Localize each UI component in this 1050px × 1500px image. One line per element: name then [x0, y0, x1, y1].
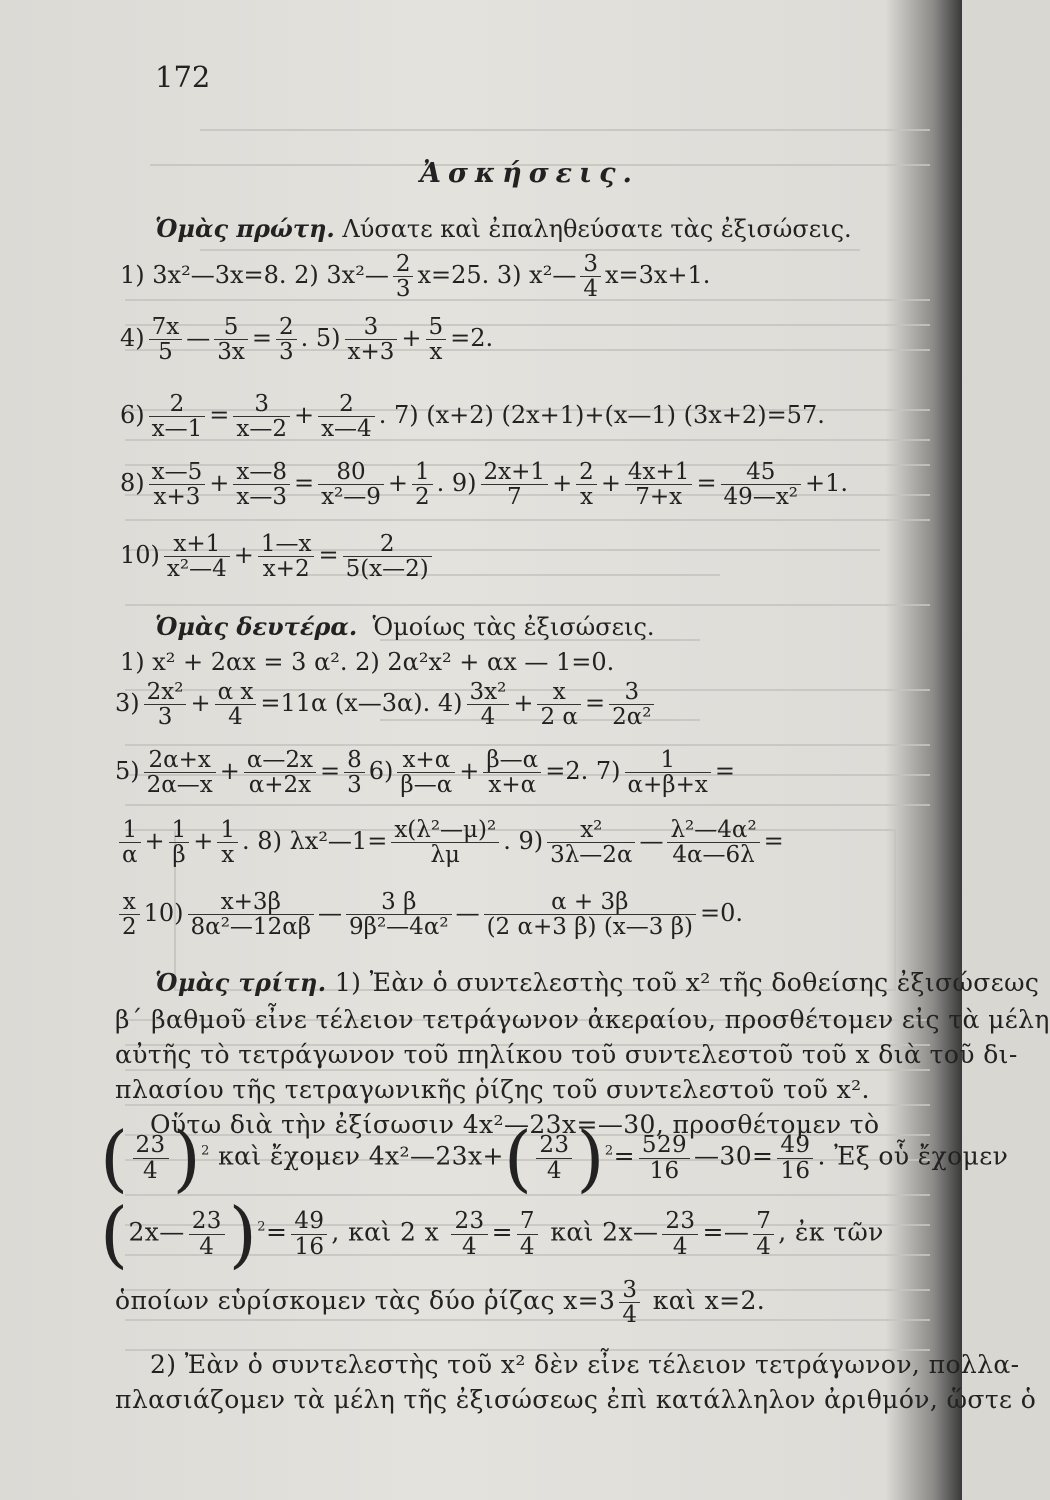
- page-number: 172: [155, 60, 211, 94]
- group3-heading: Ὁμὰς τρίτη.: [155, 968, 327, 997]
- fraction: $\frac{x}{2}$: [119, 890, 140, 939]
- group2-instruction: Ὁμοίως τὰς ἐξισώσεις.: [372, 613, 655, 641]
- example-row-3: ὁποίων εὑρίσκομεν τὰς δύο ῥίζας x=3 $\frac{3}{4}$ καὶ x=2.: [115, 1277, 766, 1329]
- fraction: $\frac{3}{x+3}$: [345, 315, 398, 364]
- fraction: $\frac{2}{3}$: [393, 252, 414, 301]
- fraction: $\frac{8}{3}$: [344, 748, 365, 797]
- fraction: $\frac{529}{16}$: [639, 1133, 690, 1182]
- fraction: $\frac{\text{α x}}{4}$: [215, 680, 257, 729]
- fraction: $\frac{5}{x}$: [426, 315, 447, 364]
- group3-line-1: Ὁμὰς τρίτη. 1) Ἐὰν ὁ συντελεστὴς τοῦ x² τῆς δοθείσης ἐξισώσεως: [155, 968, 1040, 997]
- fraction: $\frac{x+\alpha}{\beta—\alpha}$: [397, 748, 455, 797]
- fraction: $\frac{23}{4}$: [662, 1209, 698, 1258]
- exercise-row-4: 8) $\frac{x—5}{x+3}$ + $\frac{x—8}{x—3}$ = $\frac{80}{\text{x²—9}}$ + $\frac{1}{2}$ . 9) $\frac{2x+1}{7}$ + $\frac{2}{x}$ + $\frac{4x+1}{7+x}$ = $\frac{45}{\text{49—x²}}$ +1.: [120, 459, 849, 511]
- group2-heading: Ὁμὰς δευτέρα.: [155, 612, 358, 641]
- group3-para2-line-1: 2) Ἐὰν ὁ συντελεστὴς τοῦ x² δὲν εἶνε τέλειον τετράγωνον, πολλα-: [150, 1350, 1020, 1379]
- exercise-row-3: 6) $\frac{2}{x—1}$ = $\frac{3}{x—2}$ + $\frac{2}{x—4}$ . 7) (x+2) (2x+1)+(x—1) (3x+2)=57.: [120, 391, 825, 443]
- fraction: $\frac{7}{4}$: [517, 1209, 538, 1258]
- example-intro: Οὕτω διὰ τὴν ἐξίσωσιν 4x²—23x=—30, προσθέτομεν τὸ: [150, 1110, 880, 1139]
- group1-heading: Ὁμὰς πρώτη.: [155, 214, 335, 243]
- fraction: $\frac{\alpha—2x}{\alpha+2x}$: [244, 748, 316, 797]
- group1-instruction: Λύσατε καὶ ἐπαληθεύσατε τὰς ἐξισώσεις.: [342, 215, 852, 243]
- fraction: $\frac{2}{5(x—2)}$: [343, 532, 432, 581]
- fraction: $\frac{2}{x—4}$: [318, 392, 375, 441]
- fraction: $\frac{3}{\text{2α²}}$: [609, 680, 654, 729]
- example-row-2: (2x— $\frac{23}{4}$ )$^2$= $\frac{49}{16}$ , καὶ 2 x $\frac{23}{4}$ = $\frac{7}{4}$ καὶ 2x— $\frac{23}{4}$ =— $\frac{7}{4}$ , ἐκ τῶν: [100, 1192, 884, 1276]
- fraction: $\frac{2}{3}$: [276, 315, 297, 364]
- exercise-row-1: 1) 3x²—3x=8. 2) 3x²— $\frac{2}{3}$ x=25. 3) x²— $\frac{3}{4}$ x=3x+1.: [120, 251, 711, 303]
- exercise2-row-4: $\frac{1}{\alpha}$ + $\frac{1}{\beta}$ + $\frac{1}{x}$ . 8) λx²—1= $\frac{\text{x(λ²—μ)²}}{\lambda\mu}$ . 9) $\frac{\text{x²}}{3\lambda—2\alpha}$ — $\frac{\text{λ²—4α²}}{4\alpha—6\lambda}$ =: [115, 818, 784, 867]
- fraction: $\frac{1}{x}$: [217, 818, 238, 867]
- exercise-row-2: 4) $\frac{7x}{5}$ — $\frac{5}{3x}$ = $\frac{2}{3}$ . 5) $\frac{3}{x+3}$ + $\frac{5}{x}$ =2.: [120, 314, 494, 366]
- fraction: $\frac{23}{4}$: [189, 1209, 225, 1258]
- section-title: Ἀσκήσεις.: [420, 158, 639, 189]
- fraction: $\frac{7x}{5}$: [149, 315, 183, 364]
- fraction: $\frac{49}{16}$: [777, 1133, 813, 1182]
- fraction: $\frac{45}{\text{49—x²}}$: [721, 460, 801, 509]
- fraction: $\frac{2\alpha+x}{2\alpha—x}$: [144, 748, 216, 797]
- fraction: $\frac{\text{3x²}}{4}$: [467, 680, 510, 729]
- fraction: $\frac{1}{2}$: [412, 460, 433, 509]
- fraction: $\frac{x+3\beta}{\text{8α²—12αβ}}$: [188, 890, 314, 939]
- fraction: $\frac{23}{4}$: [133, 1133, 169, 1182]
- fraction: $\frac{2}{x—1}$: [149, 392, 206, 441]
- fraction: $\frac{7}{4}$: [753, 1209, 774, 1258]
- fraction: $\frac{x}{2 \alpha}$: [537, 680, 580, 729]
- fraction: $\frac{23}{4}$: [536, 1133, 572, 1182]
- exercise2-row-5: $\frac{x}{2}$ 10) $\frac{x+3\beta}{\text{8α²—12αβ}}$ — $\frac{3 \beta}{\text{9β²—4α²}}$ — $\frac{\alpha + 3\beta}{(2 \alpha+3 \beta) (x—3 \beta)}$ =0.: [115, 890, 743, 939]
- fraction: $\frac{2x+1}{7}$: [481, 460, 549, 509]
- fraction: $\frac{\text{x²}}{3\lambda—2\alpha}$: [547, 818, 635, 867]
- fraction: $\frac{\text{2x²}}{3}$: [144, 680, 187, 729]
- group2-header: [155, 612, 655, 641]
- fraction: $\frac{4x+1}{7+x}$: [625, 460, 693, 509]
- fraction: $\frac{\text{λ²—4α²}}{4\alpha—6\lambda}$: [667, 818, 759, 867]
- exercise2-row-1: 1) x² + 2αx = 3 α². 2) 2α²x² + αx — 1=0.: [120, 648, 615, 676]
- fraction: $\frac{3}{x—2}$: [233, 392, 290, 441]
- group3-line-2: β΄ βαθμοῦ εἶνε τέλειον τετράγωνον ἀκεραίου, προσθέτομεν εἰς τὰ μέλη: [115, 1005, 1050, 1034]
- fraction: $\frac{x—5}{x+3}$: [149, 460, 206, 509]
- exercise-row-5: 10) $\frac{x+1}{\text{x²—4}}$ + $\frac{1—x}{x+2}$ = $\frac{2}{5(x—2)}$: [120, 532, 436, 581]
- fraction: $\frac{23}{4}$: [451, 1209, 487, 1258]
- fraction: $\frac{1—x}{x+2}$: [258, 532, 315, 581]
- fraction: $\frac{80}{\text{x²—9}}$: [318, 460, 384, 509]
- fraction: $\frac{3 \beta}{\text{9β²—4α²}}$: [346, 890, 452, 939]
- group1-header: [155, 214, 852, 243]
- fraction: $\frac{x+1}{\text{x²—4}}$: [164, 532, 230, 581]
- fraction: $\frac{1}{\alpha}$: [119, 818, 141, 867]
- fraction: $\frac{x—8}{x—3}$: [233, 460, 290, 509]
- fraction: $\frac{2}{x}$: [576, 460, 597, 509]
- fraction: $\frac{\beta—\alpha}{x+\alpha}$: [483, 748, 541, 797]
- fraction: $\frac{1}{\beta}$: [169, 818, 190, 867]
- fraction: $\frac{\alpha + 3\beta}{(2 \alpha+3 \beta) (x—3 \beta)}$: [484, 890, 696, 939]
- fraction: $\frac{5}{3x}$: [214, 315, 248, 364]
- fraction: $\frac{3}{4}$: [580, 252, 601, 301]
- example-row-1: ( $\frac{23}{4}$ )$^2$ καὶ ἔχομεν 4x²—23x+( $\frac{23}{4}$ )$^2$= $\frac{529}{16}$ —30= $\frac{49}{16}$ . Ἐξ οὗ ἔχομεν: [100, 1116, 1009, 1200]
- fraction: $\frac{1}{\alpha+\beta+x}$: [625, 748, 711, 797]
- fraction: $\frac{\text{x(λ²—μ)²}}{\lambda\mu}$: [391, 818, 499, 867]
- group3-line-4: πλασίου τῆς τετραγωνικῆς ῥίζης τοῦ συντελεστοῦ τοῦ x².: [115, 1075, 870, 1104]
- group3-line-3: αὐτῆς τὸ τετράγωνον τοῦ πηλίκου τοῦ συντελεστοῦ τοῦ x διὰ τοῦ δι-: [115, 1040, 1018, 1069]
- exercise2-row-2: 3) $\frac{\text{2x²}}{3}$ + $\frac{\text{α x}}{4}$ =11α (x—3α). 4) $\frac{\text{3x²}}{4}$ + $\frac{x}{2 \alpha}$ = $\frac{3}{\text{2α²}}$: [115, 680, 658, 729]
- group3-para2-line-2: πλασιάζομεν τὰ μέλη τῆς ἐξισώσεως ἐπὶ κατάλληλον ἀριθμόν, ὥστε ὁ: [115, 1385, 1037, 1414]
- fraction: $\frac{49}{16}$: [291, 1209, 327, 1258]
- exercise2-row-3: 5) $\frac{2\alpha+x}{2\alpha—x}$ + $\frac{\alpha—2x}{\alpha+2x}$ = $\frac{8}{3}$ 6) $\frac{x+\alpha}{\beta—\alpha}$ + $\frac{\beta—\alpha}{x+\alpha}$ =2. 7) $\frac{1}{\alpha+\beta+x}$ =: [115, 747, 735, 799]
- fraction: $\frac{3}{4}$: [619, 1278, 640, 1327]
